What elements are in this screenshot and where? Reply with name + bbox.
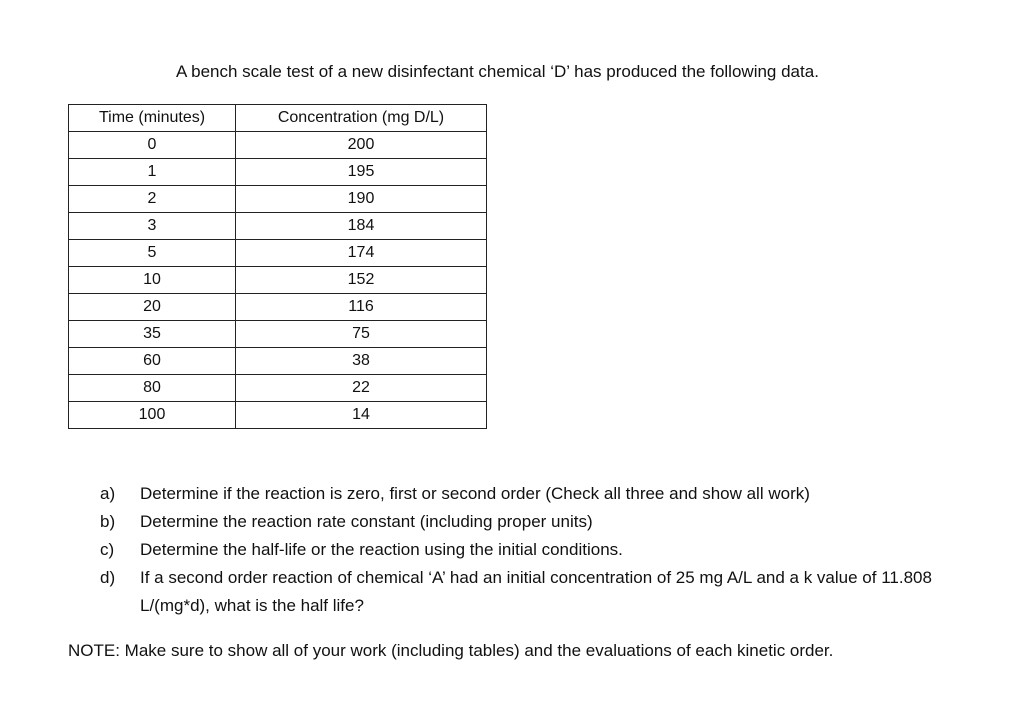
time-cell: 80 — [69, 375, 236, 402]
table-row — [69, 240, 487, 267]
concentration-cell: 152 — [236, 267, 487, 294]
time-cell: 3 — [69, 213, 236, 240]
question-item — [100, 508, 1000, 536]
question-text: Determine the reaction rate constant (including proper units) — [140, 512, 593, 531]
table-row — [69, 402, 487, 429]
note-text: NOTE: Make sure to show all of your work (including tables) and the evaluations of each kinetic order. — [68, 641, 834, 660]
time-cell: 0 — [69, 132, 236, 159]
question-text: Determine the half-life or the reaction using the initial conditions. — [140, 540, 623, 559]
question-text: Determine if the reaction is zero, first or second order (Check all three and show all work) — [140, 484, 810, 503]
question-marker: b) — [100, 512, 116, 531]
time-cell: 60 — [69, 348, 236, 375]
table-row — [69, 132, 487, 159]
question-marker: c) — [100, 540, 115, 559]
time-cell: 2 — [69, 186, 236, 213]
concentration-cell: 22 — [236, 375, 487, 402]
table-row — [69, 294, 487, 321]
concentration-cell: 116 — [236, 294, 487, 321]
concentration-cell: 174 — [236, 240, 487, 267]
concentration-cell: 38 — [236, 348, 487, 375]
question-item — [100, 480, 1000, 508]
question-marker: a) — [100, 484, 116, 503]
time-cell: 20 — [69, 294, 236, 321]
data-table — [68, 104, 487, 429]
concentration-cell: 75 — [236, 321, 487, 348]
table-row — [69, 348, 487, 375]
table-row — [69, 186, 487, 213]
time-column-header: Time (minutes) — [69, 105, 236, 132]
intro-text: A bench scale test of a new disinfectant chemical ‘D’ has produced the following data. — [176, 62, 819, 81]
time-cell: 35 — [69, 321, 236, 348]
time-cell: 1 — [69, 159, 236, 186]
time-cell: 5 — [69, 240, 236, 267]
table-header-row — [69, 105, 487, 132]
table-row — [69, 159, 487, 186]
concentration-cell: 190 — [236, 186, 487, 213]
question-item — [100, 536, 1000, 564]
question-list — [100, 480, 1000, 620]
concentration-cell: 200 — [236, 132, 487, 159]
table-row — [69, 213, 487, 240]
table-row — [69, 321, 487, 348]
time-cell: 100 — [69, 402, 236, 429]
concentration-cell: 14 — [236, 402, 487, 429]
concentration-cell: 195 — [236, 159, 487, 186]
question-marker: d) — [100, 568, 116, 587]
question-text: If a second order reaction of chemical ‘A’ had an initial concentration of 25 mg A/L and a k value of 11.808 L/(mg*d), what is the half life? — [140, 568, 932, 615]
table-row — [69, 267, 487, 294]
concentration-column-header: Concentration (mg D/L) — [236, 105, 487, 132]
table-row — [69, 375, 487, 402]
question-item — [100, 564, 1000, 620]
time-cell: 10 — [69, 267, 236, 294]
concentration-cell: 184 — [236, 213, 487, 240]
